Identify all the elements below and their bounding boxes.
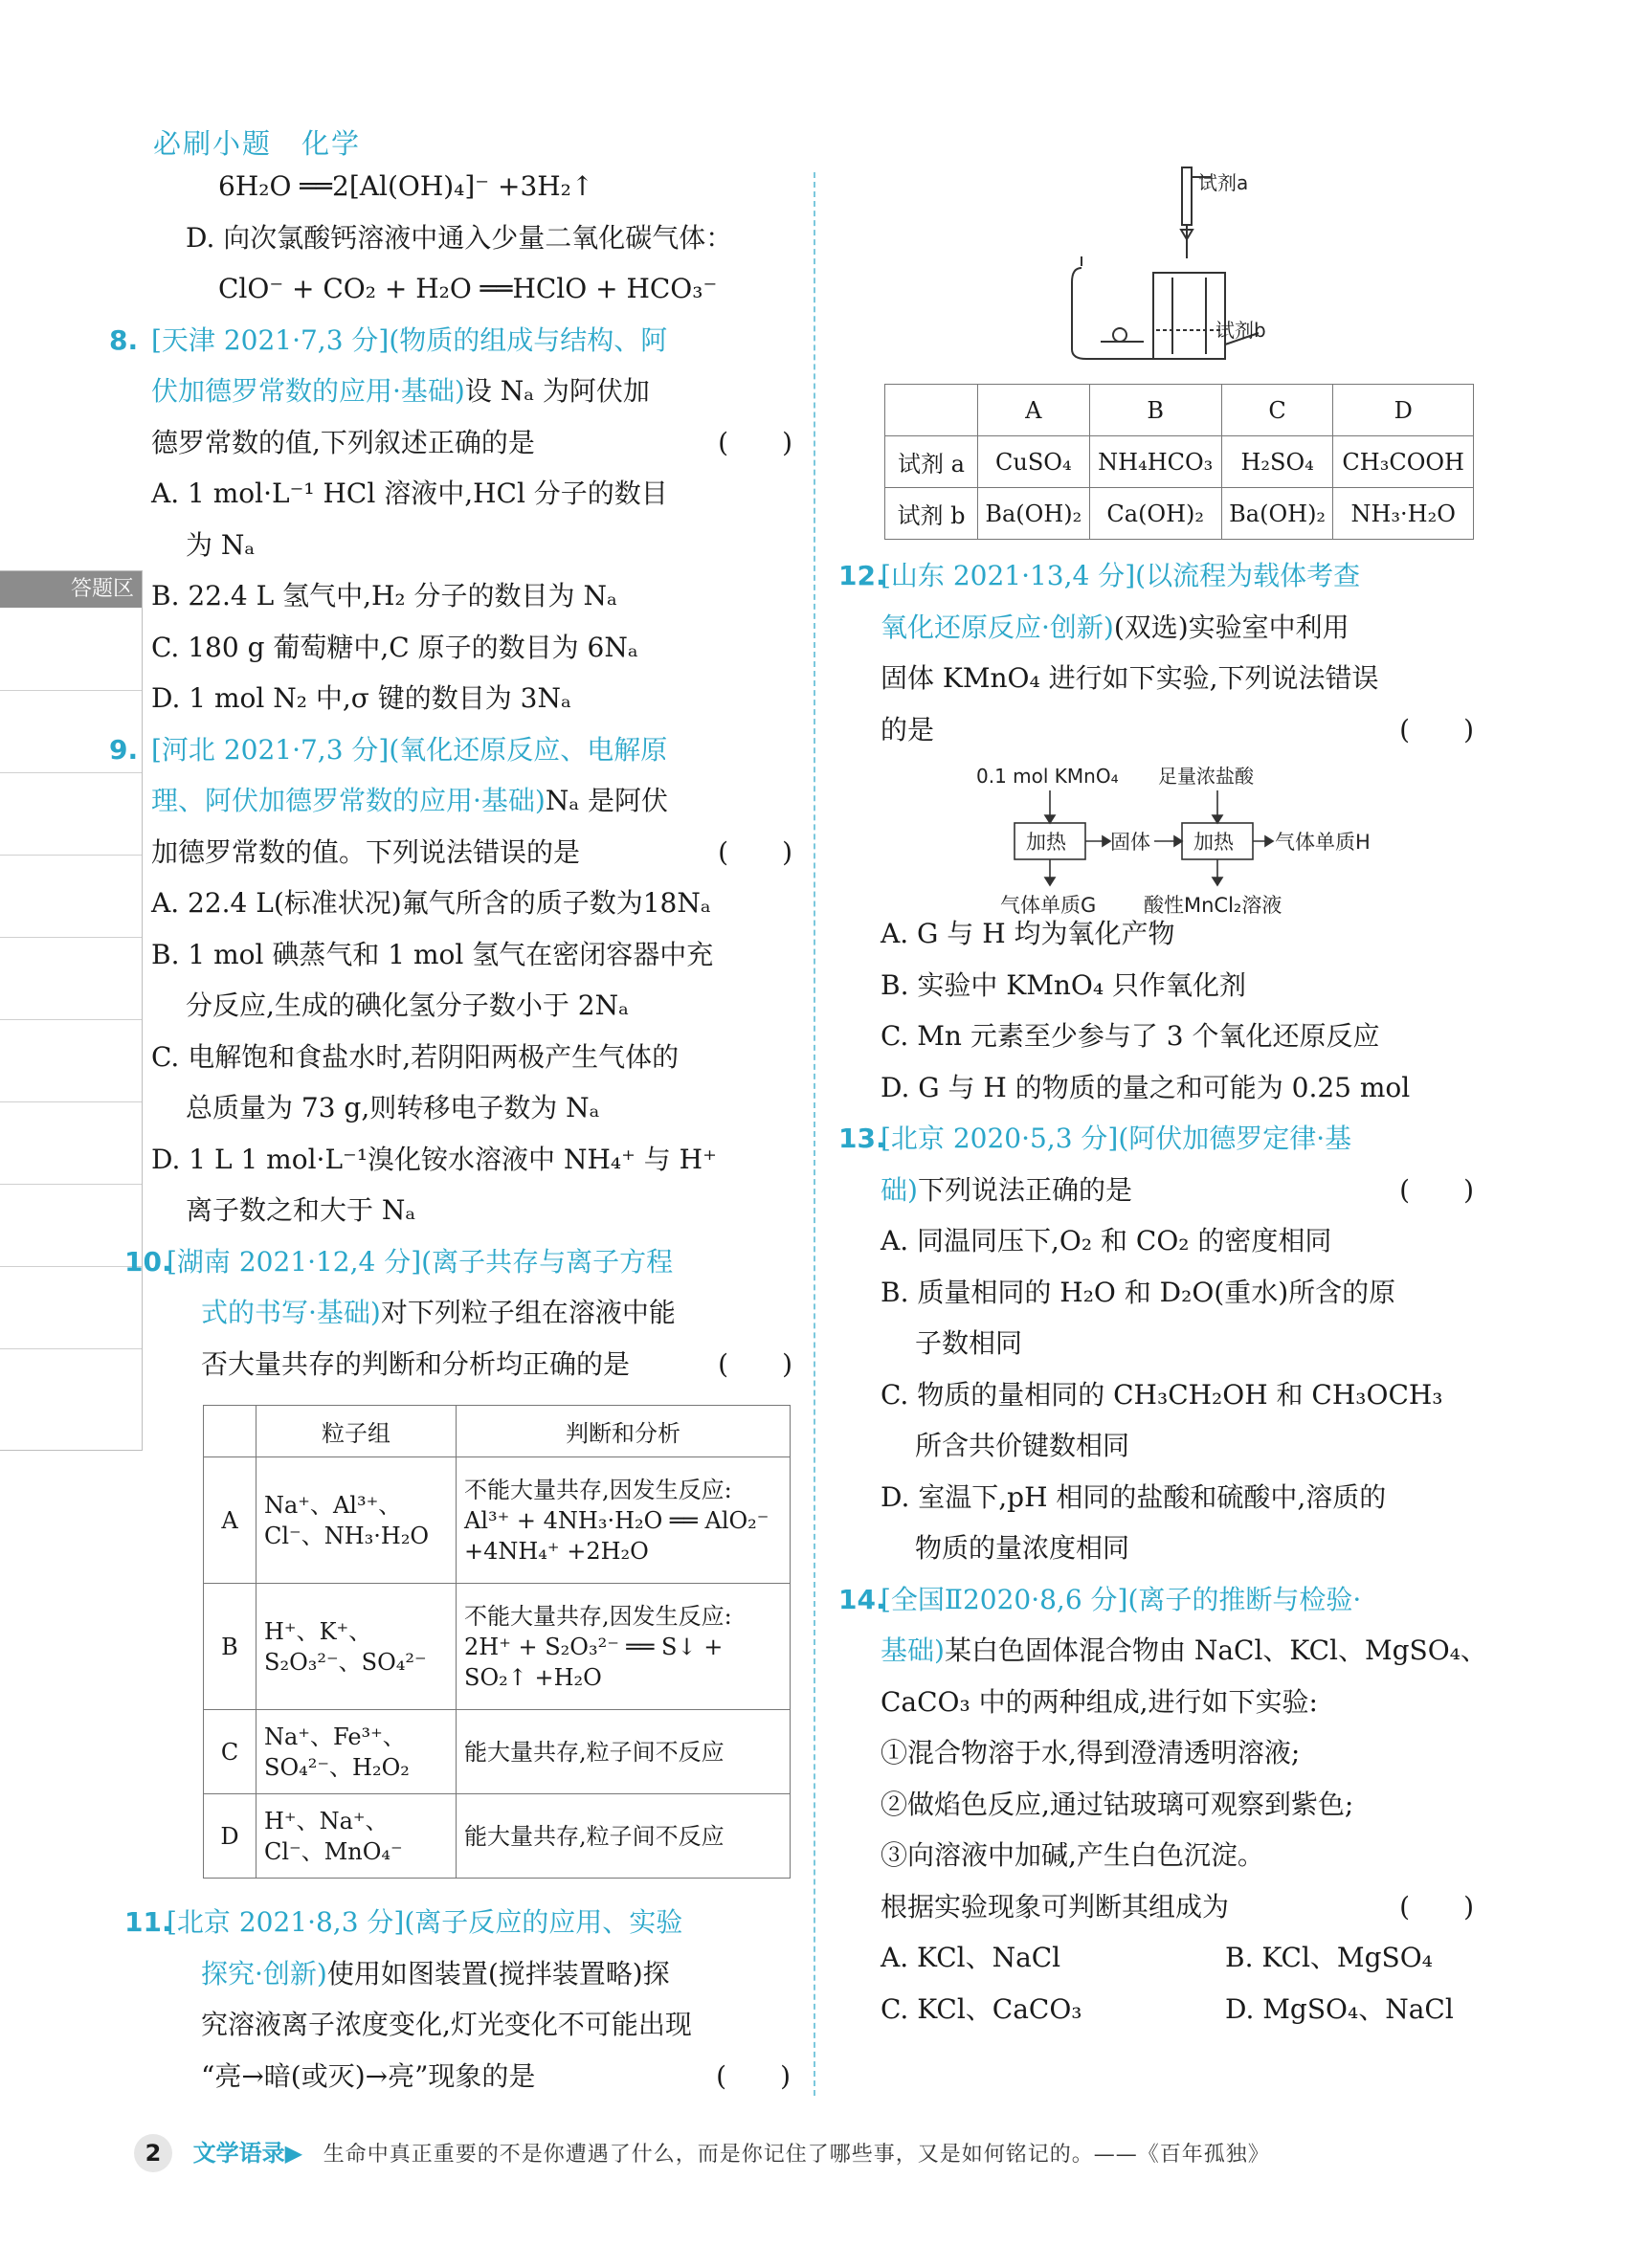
option: C. 物质的量相同的 CH₃CH₂OH 和 CH₃OCH₃ (881, 1378, 1443, 1411)
column-divider (814, 172, 815, 2096)
question-14: 14.[全国Ⅱ2020·8,6 分](离子的推断与检验· (838, 1583, 1362, 1615)
answer-sidebar (0, 570, 143, 1451)
option-cont: 所含共价键数相同 (915, 1430, 1130, 1461)
option: D. MgSO₄、NaCl (1225, 1992, 1454, 2025)
svg-text:加热: 加热 (1193, 831, 1234, 854)
option: B. 22.4 L 氢气中,H₂ 分子的数目为 Nₐ (151, 580, 617, 611)
footer-label: 文学语录▶ (192, 2140, 303, 2167)
option: C. Mn 元素至少参与了 3 个氧化还原反应 (881, 1020, 1380, 1052)
option-cont: 分反应,生成的碘化氢分子数小于 2Nₐ (186, 989, 629, 1021)
table-row: D H⁺、Na⁺、Cl⁻、MnO₄⁻ 能大量共存,粒子间不反应 (204, 1794, 791, 1879)
page-header: 必刷小题 化学 (153, 127, 362, 160)
svg-text:0.1 mol KMnO₄: 0.1 mol KMnO₄ (976, 765, 1119, 788)
answer-paren[interactable]: ( ) (1399, 713, 1474, 745)
question-13: 13.[北京 2020·5,3 分](阿伏加德罗定律·基 (838, 1123, 1352, 1154)
option: B. 实验中 KMnO₄ 只作氧化剂 (881, 968, 1246, 1001)
option: D. 1 mol N₂ 中,σ 键的数目为 3Nₐ (151, 682, 571, 714)
step: ②做焰色反应,通过钴玻璃可观察到紫色; (881, 1788, 1354, 1820)
right-column: 12.[山东 2021·13,4 分](以流程为载体考查 氧化还原反应·创新)(双选)实验室中利用 固体 KMnO₄ 进行如下实验,下列说法错误 的是 ( ) A. G 与 H 均为氧化产物 B. 实验中 KMnO₄ 只作氧化剂 C. Mn 元素至少参与了 3 个氧化还原反应 D. G 与 H 的物质的量之和可能为 0.25 mol 13.[北京 2020·5,3 分](阿伏加德罗定律·基 础)下列说法正确的是 ( ) A. 同温同压下,O₂ 和 CO₂ 的密度相同 B. 质量相同的 H₂O 和 D₂O(重水)所含的原 子数相同 C. 物质的量相同的 CH₃CH₂OH 和 CH₃OCH₃ 所含共价键数相同 D. 室温下,pH 相同的盐酸和硫酸中,溶质的 物质的量浓度相同 14.[全国Ⅱ2020·8,6 分](离子的推断与检验· 基础)某白色固体混合物由 NaCl、KCl、MgSO₄、 CaCO₃ 中的两种组成,进行如下实验: ①混合物溶于水,得到澄清透明溶液; ②做焰色反应,通过钴玻璃可观察到紫色; ③向溶液中加碱,产生白色沉淀。 根据实验现象可判断其组成为 ( ) A. KCl、NaCl B. KCl、MgSO₄ C. KCl、CaCO₃ D. MgSO₄、NaCl (881, 550, 1474, 2035)
option-cont: 为 Nₐ (186, 528, 256, 561)
option: A. 22.4 L(标准状况)氟气所含的质子数为18Nₐ (151, 887, 711, 919)
option: D. 室温下,pH 相同的盐酸和硫酸中,溶质的 (881, 1480, 1387, 1513)
option: D. G 与 H 的物质的量之和可能为 0.25 mol (881, 1071, 1411, 1103)
page-footer (134, 2134, 1270, 2172)
equation-line: 6H₂O ══2[Al(OH)₄]⁻ +3H₂↑ (218, 170, 594, 202)
page-number: 2 (134, 2134, 172, 2172)
option: C. KCl、CaCO₃ (881, 1992, 1082, 2025)
table-row: 试剂 a CuSO₄ NH₄HCO₃ H₂SO₄ CH₃COOH (885, 436, 1474, 488)
answer-paren[interactable]: ( ) (718, 1347, 792, 1380)
footer-quote: 生命中真正重要的不是你遭遇了什么，而是你记住了哪些事，又是如何铭记的。——《百年孤独》 (323, 2143, 1270, 2167)
option: A. KCl、NaCl (881, 1942, 1061, 1973)
option-cont: 子数相同 (915, 1327, 1023, 1359)
equation-line: ClO⁻ + CO₂ + H₂O ══HClO + HCO₃⁻ (218, 273, 718, 304)
option: C. 电解饱和食盐水时,若阴阳两极产生气体的 (151, 1040, 680, 1073)
sidebar-title: 答题区 (0, 571, 142, 608)
answer-paren[interactable]: ( ) (1399, 1890, 1474, 1923)
question-11: 11.[北京 2021·8,3 分](离子反应的应用、实验 探究·创新)使用如图装置(搅拌装置略)探 究溶液离子浓度变化,灯光变化不可能出现 “亮→暗(或灭)→亮”现象的是 ( ) (167, 1897, 791, 2101)
table-row: 试剂 b Ba(OH)₂ Ca(OH)₂ Ba(OH)₂ NH₃·H₂O (885, 488, 1474, 540)
table-row: C Na⁺、Fe³⁺、SO₄²⁻、H₂O₂ 能大量共存,粒子间不反应 (204, 1710, 791, 1794)
q12-flow-diagram (967, 764, 1407, 926)
step: ③向溶液中加碱,产生白色沉淀。 (881, 1839, 1264, 1871)
answer-paren[interactable]: ( ) (718, 426, 792, 458)
option-cont: 物质的量浓度相同 (915, 1532, 1130, 1564)
option: B. 质量相同的 H₂O 和 D₂O(重水)所含的原 (881, 1276, 1396, 1308)
svg-text:气体单质H: 气体单质H (1275, 831, 1371, 854)
step: ①混合物溶于水,得到澄清透明溶液; (881, 1737, 1301, 1768)
answer-paren[interactable]: ( ) (716, 2059, 791, 2092)
label-reagent-b: 试剂b (1215, 319, 1266, 342)
svg-text:气体单质G: 气体单质G (1000, 894, 1097, 917)
option: A. G 与 H 均为氧化产物 (881, 918, 1175, 949)
question-8: 8. [天津 2021·7,3 分](物质的组成与结构、阿 (109, 323, 668, 356)
option: C. 180 g 葡萄糖中,C 原子的数目为 6Nₐ (151, 631, 638, 663)
label-reagent-a: 试剂a (1198, 171, 1249, 194)
option: D. 1 L 1 mol·L⁻¹溴化铵水溶液中 NH₄⁺ 与 H⁺ (151, 1143, 717, 1175)
option-cont: 总质量为 73 g,则转移电子数为 Nₐ (186, 1092, 600, 1123)
table-row: B H⁺、K⁺、S₂O₃²⁻、SO₄²⁻ 不能大量共存,因发生反应: 2H⁺ + S₂O₃²⁻ ══ S↓ + SO₂↑ +H₂O (204, 1584, 791, 1710)
table-row: A Na⁺、Al³⁺、Cl⁻、NH₃·H₂O 不能大量共存,因发生反应: Al³⁺ + 4NH₃·H₂O ══ AlO₂⁻ +4NH₄⁺ +2H₂O (204, 1457, 791, 1584)
svg-text:加热: 加热 (1026, 831, 1066, 854)
option: B. KCl、MgSO₄ (1225, 1942, 1433, 1973)
q10-table: 粒子组 判断和分析 A Na⁺、Al³⁺、Cl⁻、NH₃·H₂O 不能大量共存,因发生反应: Al³⁺ + 4NH₃·H₂O ══ AlO₂⁻ +4NH₄⁺ +2H₂O B H⁺、K⁺、S₂O₃²⁻、SO₄²⁻ 不能大量共存,因发生反应: 2H⁺ + S₂O₃²⁻ ══ S↓ + SO₂↑ +H₂O C Na⁺、Fe³⁺、SO₄²⁻、H₂O₂ 能大量共存,粒子间不反应 D H⁺、Na⁺、Cl⁻、MnO₄⁻ 能大量共存,粒子间不反应 (203, 1405, 791, 1879)
left-column: 6H₂O ══2[Al(OH)₄]⁻ +3H₂↑ D. 向次氯酸钙溶液中通入少量二氧化碳气体： ClO⁻ + CO₂ + H₂O ══HClO + HCO₃⁻ 8. [天津 2021·7,3 分](物质的组成与结构、阿 伏加德罗常数的应用·基础)设 Nₐ 为阿伏加 德罗常数的值,下列叙述正确的是 ( ) A. 1 mol·L⁻¹ HCl 溶液中,HCl 分子的数目 为 Nₐ B. 22.4 L 氢气中,H₂ 分子的数目为 Nₐ C. 180 g 葡萄糖中,C 原子的数目为 6Nₐ D. 1 mol N₂ 中,σ 键的数目为 3Nₐ 9. [河北 2021·7,3 分](氧化还原反应、电解原 理、阿伏加德罗常数的应用·基础)Nₐ 是阿伏 加德罗常数的值。下列说法错误的是 ( ) A. 22.4 L(标准状况)氟气所含的质子数为18Nₐ B. 1 mol 碘蒸气和 1 mol 氢气在密闭容器中充 分反应,生成的碘化氢分子数小于 2Nₐ C. 电解饱和食盐水时,若阴阳两极产生气体的 总质量为 73 g,则转移电子数为 Nₐ D. 1 L 1 mol·L⁻¹溴化铵水溶液中 NH₄⁺ 与 H⁺ 离子数之和大于 Nₐ 10.[湖南 2021·12,4 分](离子共存与离子方程 式的书写·基础)对下列粒子组在溶液中能 否大量共存的判断和分析均正确的是 ( ) (151, 161, 792, 1390)
option-cont: 离子数之和大于 Nₐ (186, 1194, 416, 1226)
answer-paren[interactable]: ( ) (718, 835, 792, 868)
answer-paren[interactable]: ( ) (1399, 1173, 1474, 1206)
option: B. 1 mol 碘蒸气和 1 mol 氢气在密闭容器中充 (151, 938, 714, 970)
option: A. 同温同压下,O₂ 和 CO₂ 的密度相同 (881, 1225, 1332, 1256)
conductivity-apparatus (1062, 163, 1311, 368)
svg-text:酸性MnCl₂溶液: 酸性MnCl₂溶液 (1144, 894, 1282, 917)
option-d-prev: D. 向次氯酸钙溶液中通入少量二氧化碳气体： (186, 221, 733, 254)
q11-table: A B C D 试剂 a CuSO₄ NH₄HCO₃ H₂SO₄ CH₃COOH 试剂 b Ba(OH)₂ Ca(OH)₂ Ba(OH)₂ NH₃·H₂O (884, 384, 1474, 540)
question-10: 10.[湖南 2021·12,4 分](离子共存与离子方程 (124, 1245, 674, 1278)
option: A. 1 mol·L⁻¹ HCl 溶液中,HCl 分子的数目 (151, 478, 668, 509)
question-9: 9. [河北 2021·7,3 分](氧化还原反应、电解原 (109, 733, 668, 766)
question-12: 12.[山东 2021·13,4 分](以流程为载体考查 (838, 560, 1361, 591)
svg-text:足量浓盐酸: 足量浓盐酸 (1158, 765, 1254, 788)
svg-text:固体: 固体 (1110, 831, 1150, 854)
